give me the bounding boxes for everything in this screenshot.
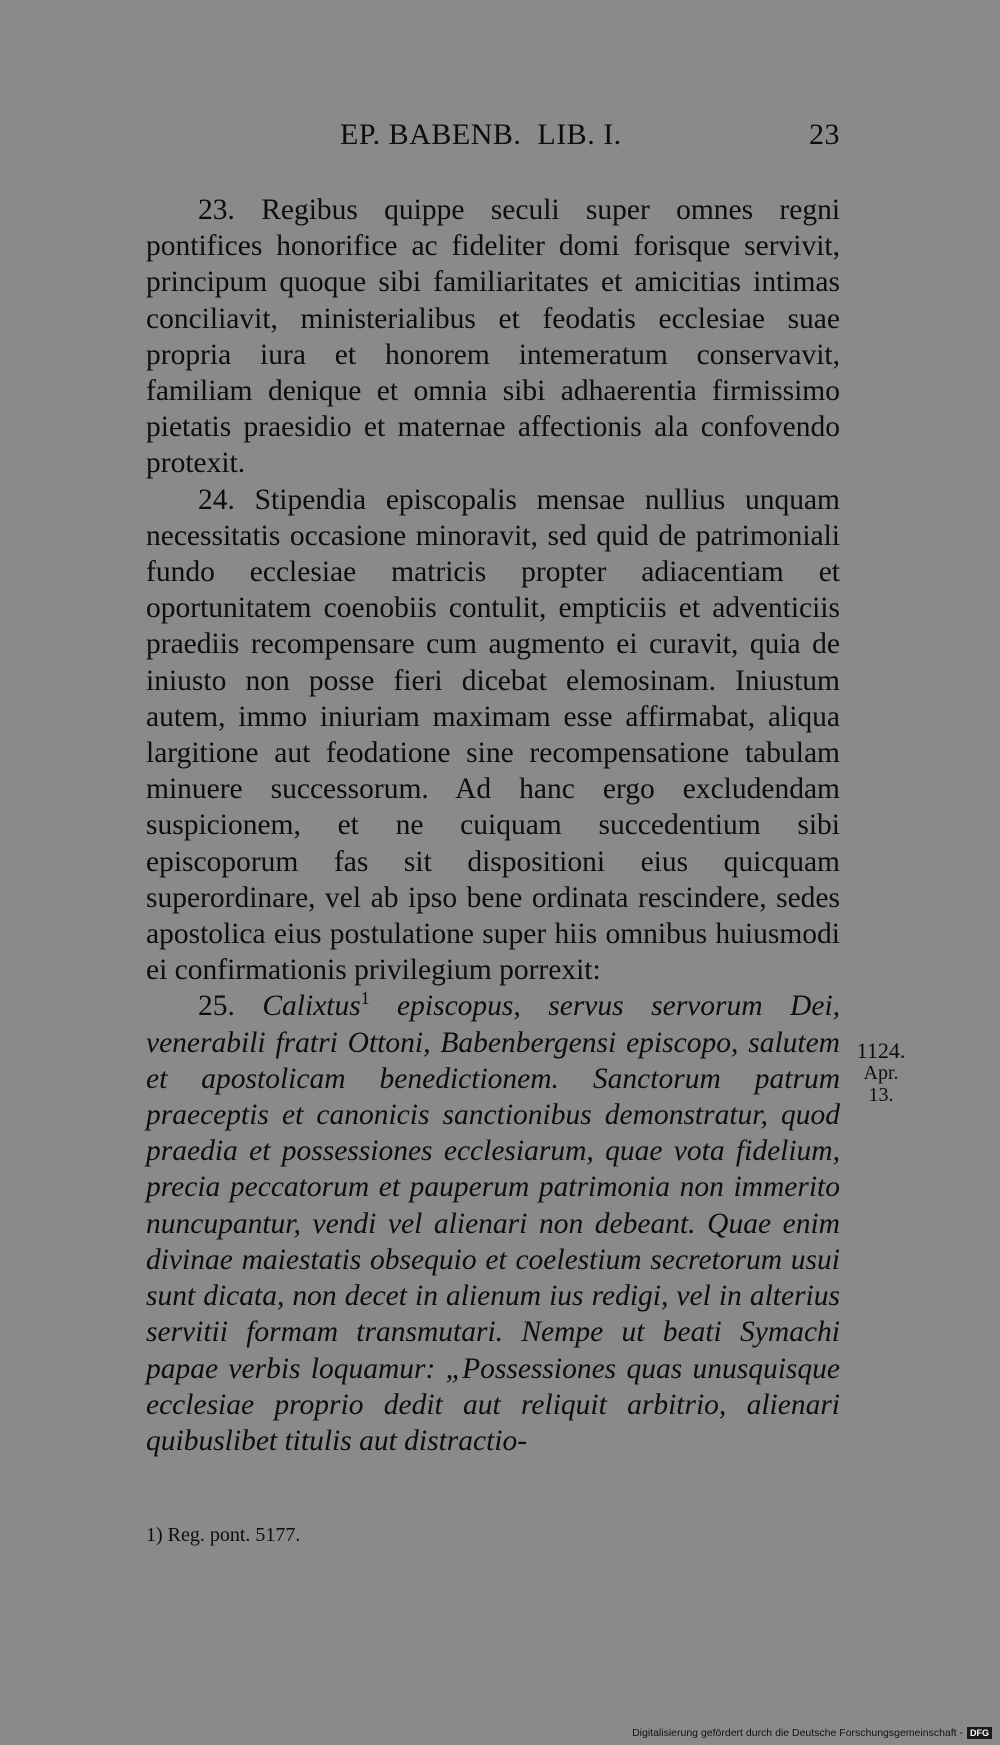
digitization-credit xyxy=(632,1727,992,1739)
page-number: 23 xyxy=(809,118,840,151)
running-head xyxy=(340,118,840,158)
papal-name: Calixtus xyxy=(262,990,361,1023)
body-text xyxy=(146,192,840,1459)
paragraph-text: Regibus quippe seculi super omnes regni pontifices honorifice ac fideliter domi forisque servivit, principum quoque sibi familiaritates et amicitias intimas conciliavit, ministerialibus et feodatis ecclesiae suae propria iura et honorem intemeratum conservavit, familiam denique et omnia sibi adhaerentia firmissimo pietatis praesidio et maternae affectionis ala confovendo protexit. xyxy=(146,194,841,480)
dfg-logo-icon: DFG xyxy=(967,1727,992,1739)
paragraph-text: Stipendia episcopalis mensae nullius unquam necessitatis occasione minoravit, sed quid de patrimoniali fundo ecclesiae matricis propter adiacentiam et oportunitatem coenobiis contulit, empticiis et adventiciis praediis recompensare cum augmento ei curavit, quia de iniusto non posse fieri dicebat elemosinam. Iniustum autem, immo iniuriam maximam esse affirmabat, aliqua largitione aut feodatione sine recompensatione tabulam minuere successorum. Ad hanc ergo excludendam suspicionem, et ne cuiquam succedentium sibi episcoporum fas sit dispositioni eius quicquam superordinare, vel ab ipso bene ordinata rescindere, sedes apostolica eius postulatione super hiis omnibus huiusmodi ei confirmationis privilegium porrexit: xyxy=(146,483,841,987)
margin-year: 1124. xyxy=(856,1038,906,1063)
paragraph-25 xyxy=(146,988,840,1459)
running-head-title: EP. BABENB. LIB. I. xyxy=(340,118,622,151)
paragraph-text: episcopus, servus servorum Dei, venerabili fratri Ottoni, Babenbergensi episcopo, salutem et apostolicam benedictionem. Sanctorum patrum praeceptis et canonicis sanctionibus demonstratur, quod praedia et possessiones ecclesiarum, quae vota fidelium, precia peccatorum et pauperum patrimonia non immerito nuncupantur, vendi vel alienari non debeant. Quae enim divinae maiestatis obsequio et coelestium secretorum usui sunt dicata, non decet in alienum ius redigi, vel in alterius servitii formam transmutari. Nempe ut beati Symachi papae verbis loquamur: „Possessiones quas unusquisque ecclesiae proprio dedit aut reliquit arbitrio, alienari quibuslibet titulis aut distractio- xyxy=(146,990,841,1457)
footnote: 1) Reg. pont. 5177. xyxy=(146,1524,301,1546)
margin-month: Apr. xyxy=(863,1062,899,1084)
credit-text: Digitalisierung gefördert durch die Deutsche Forschungsgemeinschaft - xyxy=(632,1727,963,1739)
margin-date-note xyxy=(846,1040,916,1106)
footnote-mark: 1 xyxy=(360,988,370,1009)
paragraph-number: 25. xyxy=(198,990,235,1023)
paragraph-number: 23. xyxy=(198,194,235,226)
margin-day: 13. xyxy=(868,1084,894,1106)
paragraph-24 xyxy=(146,482,840,989)
paragraph-23 xyxy=(146,192,840,482)
paragraph-number: 24. xyxy=(198,483,235,516)
